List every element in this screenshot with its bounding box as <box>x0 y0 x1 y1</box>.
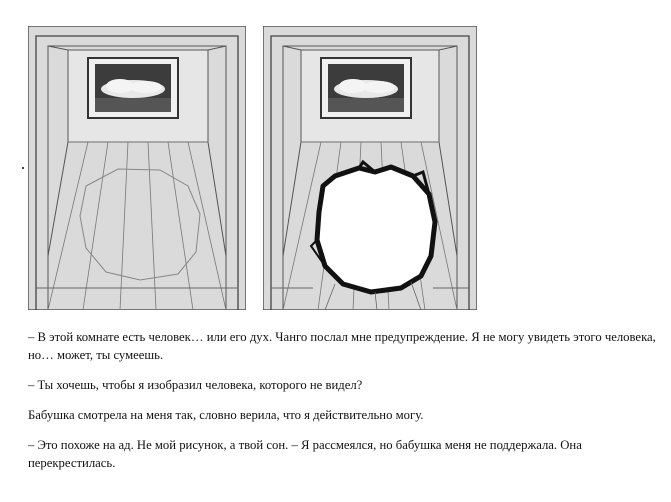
paragraph: – Это похоже на ад. Не мой рисунок, а твой сон. – Я рассмеялся, но бабушка меня не поддержала. Она перекрестилась. <box>28 438 582 470</box>
paragraph: – Ты хочешь, чтобы я изобразил человека, которого не видел? <box>28 378 363 392</box>
room-drawing-right <box>263 26 477 310</box>
stray-mark <box>22 167 24 169</box>
paragraph: Бабушка смотрела на меня так, словно верила, что я действительно могу. <box>28 408 424 422</box>
room-drawing-left <box>28 26 246 310</box>
paragraph: – В этой комнате есть человек… или его дух. Чанго послал мне предупреждение. Я не могу увидеть этого человека, но… может, ты сумеешь. <box>28 330 656 362</box>
